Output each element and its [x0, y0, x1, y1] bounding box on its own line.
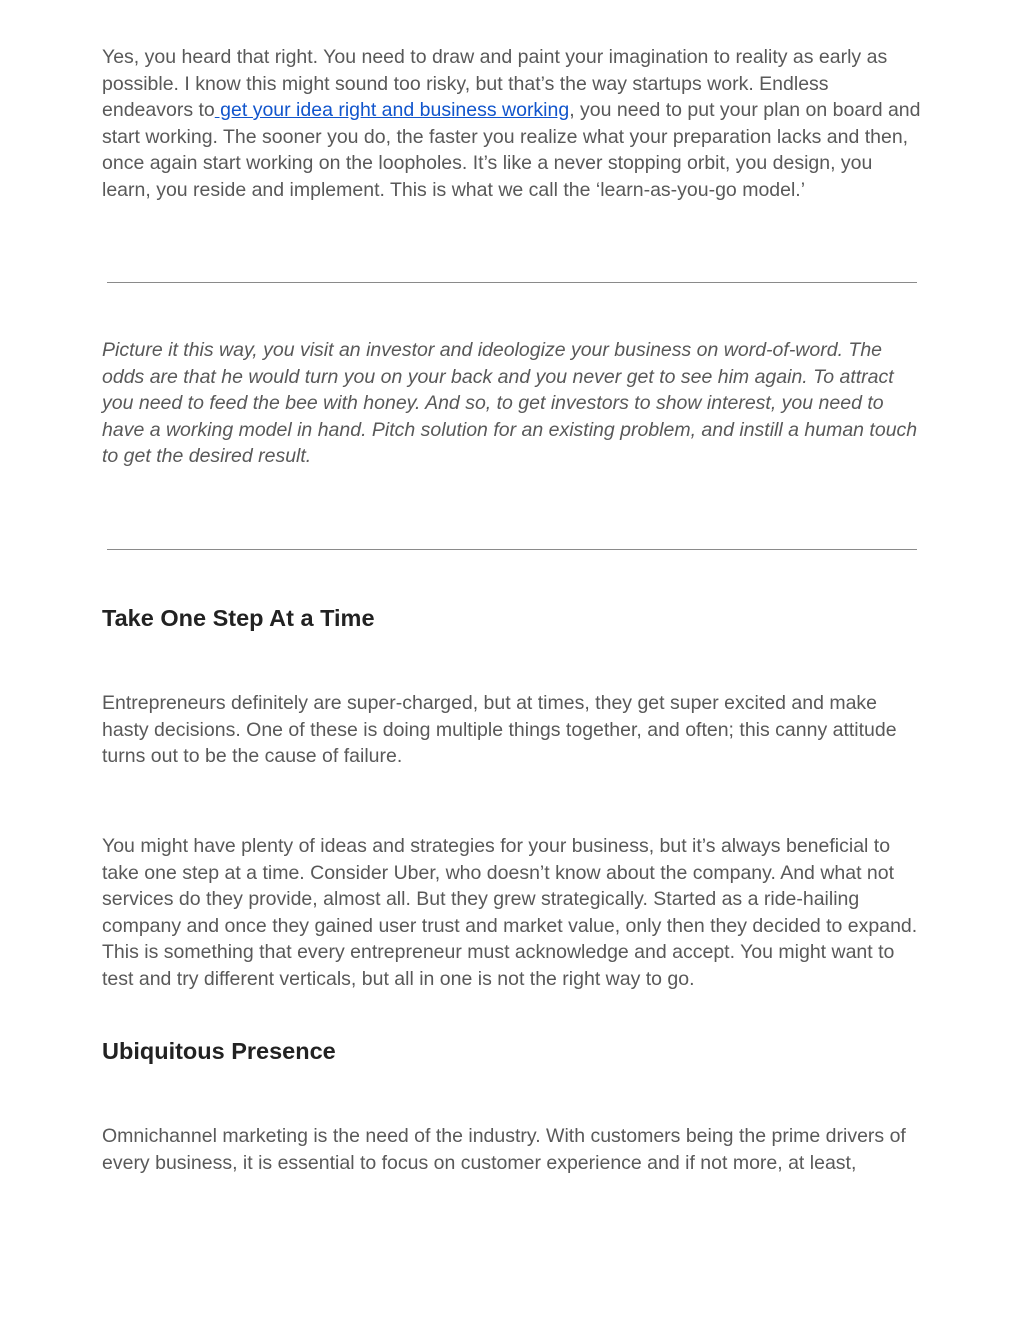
section-heading-take-one-step: Take One Step At a Time	[102, 605, 375, 631]
horizontal-divider	[107, 549, 917, 550]
section-heading-ubiquitous-presence: Ubiquitous Presence	[102, 1038, 336, 1064]
quote-paragraph: Picture it this way, you visit an investor and ideologize your business on word-of-word. The odds are that he would turn you on your back and you never get to see him again. To attract you need to feed the bee with honey. And so, to get investors to show interest, you need to have a working model in hand. Pitch solution for an existing problem, and instill a human touch to get the desired result.	[102, 339, 918, 467]
idea-business-link[interactable]: get your idea right and business working	[214, 99, 570, 121]
intro-text-before-link: Yes, you heard that right. You need to draw and paint your imagination to reality as early as possible. I know this might sound too risky, but that’s the way startups work. Endless endeavors to	[102, 46, 888, 121]
intro-paragraph	[102, 44, 924, 203]
horizontal-divider	[107, 282, 917, 283]
section2-paragraph-1: Omnichannel marketing is the need of the industry. With customers being the prime drivers of every business, it is essential to focus on customer experience and if not more, at least,	[102, 1125, 906, 1174]
section1-paragraph-2: You might have plenty of ideas and strategies for your business, but it’s always beneficial to take one step at a time. Consider Uber, who doesn’t know about the company. And what not services do they provide, almost all. But they grew strategically. Started as a ride-hailing company and once they gained user trust and market value, only then they decided to expand. This is something that every entrepreneur must acknowledge and accept. You might want to test and try different verticals, but all in one is not the right way to go.	[102, 835, 918, 990]
section1-paragraph-1: Entrepreneurs definitely are super-charged, but at times, they get super excited and make hasty decisions. One of these is doing multiple things together, and often; this canny attitude turns out to be the cause of failure.	[102, 692, 897, 767]
intro-text-after-link: , you need to put your plan on board and start working. The sooner you do, the faster you realize what your preparation lacks and then, once again start working on the loopholes. It’s like a never stopping orbit, you design, you learn, you reside and implement. This is what we call the ‘learn-as-you-go model.’	[102, 99, 921, 201]
